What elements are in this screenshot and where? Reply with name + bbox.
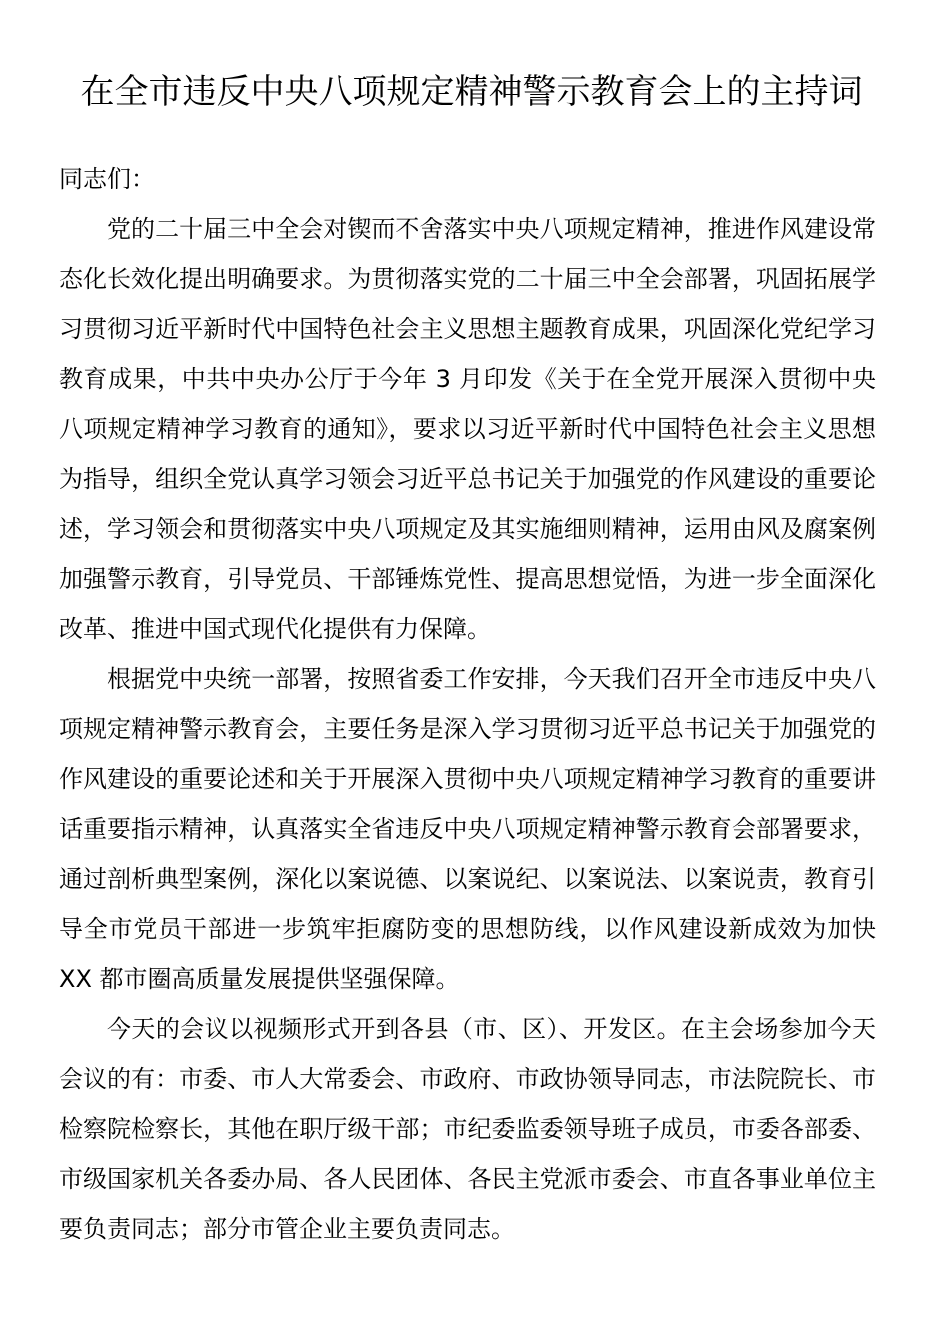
document-title: 在全市违反中央八项规定精神警示教育会上的主持词	[80, 72, 863, 112]
paragraph-1: 党的二十届三中全会对锲而不舍落实中央八项规定精神，推进作风建设常态化长效化提出明确要求。为贯彻落实党的二十届三中全会部署，巩固拓展学习贯彻习近平新时代中国特色社会主义思想主题教育成果，巩固深化党纪学习教育成果，中共中央办公厅于今年 3 月印发《关于在全党开展深入贯彻中央八项规定精神学习教育的通知》，要求以习近平新时代中国特色社会主义思想为指导，组织全党认真学习领会习近平总书记关于加强党的作风建设的重要论述，学习领会和贯彻落实中央八项规定及其实施细则精神，运用由风及腐案例加强警示教育，引导党员、干部锤炼党性、提高思想觉悟，为进一步全面深化改革、推进中国式现代化提供有力保障。	[59, 215, 876, 643]
paragraph-2: 根据党中央统一部署，按照省委工作安排，今天我们召开全市违反中央八项规定精神警示教育会，主要任务是深入学习贯彻习近平总书记关于加强党的作风建设的重要论述和关于开展深入贯彻中央八项规定精神学习教育的重要讲话重要指示精神，认真落实全省违反中央八项规定精神警示教育会部署要求，通过剖析典型案例，深化以案说德、以案说纪、以案说法、以案说责，教育引导全市党员干部进一步筑牢拒腐防变的思想防线，以作风建设新成效为加快 XX 都市圈高质量发展提供坚强保障。	[59, 665, 876, 993]
document-body	[59, 154, 876, 1254]
salutation: 同志们：	[59, 165, 155, 193]
paragraph-3: 今天的会议以视频形式开到各县（市、区）、开发区。在主会场参加今天会议的有：市委、市人大常委会、市政府、市政协领导同志，市法院院长、市检察院检察长，其他在职厅级干部；市纪委监委领导班子成员，市委各部委、市级国家机关各委办局、各人民团体、各民主党派市委会、市直各事业单位主要负责同志；部分市管企业主要负责同志。	[59, 1015, 876, 1243]
